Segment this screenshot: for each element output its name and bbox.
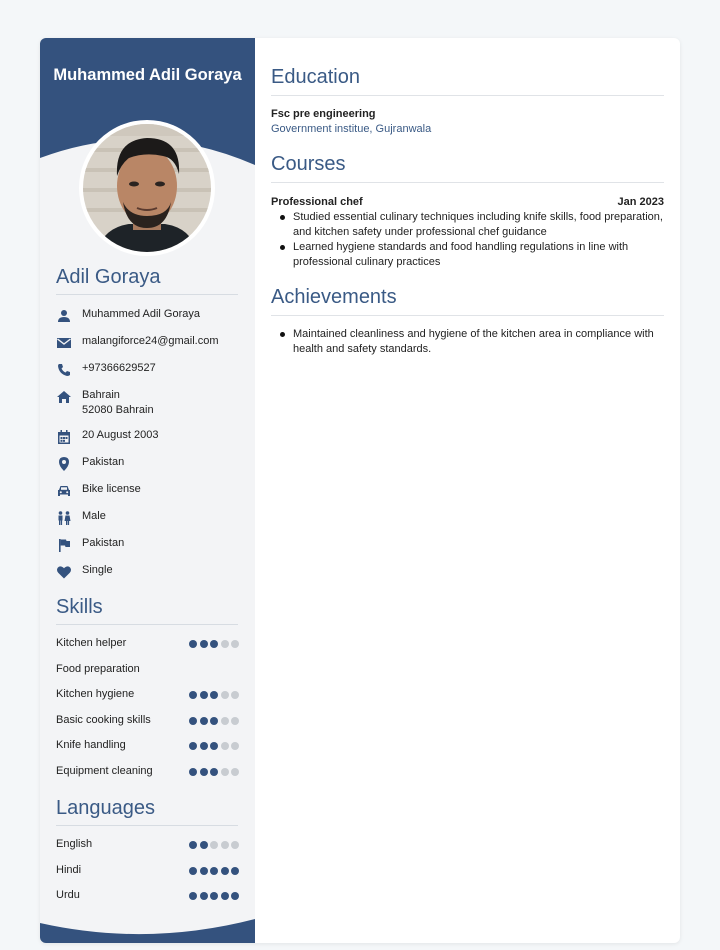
skill-label: Hindi	[56, 863, 82, 876]
skills-heading: Skills	[56, 596, 238, 625]
skill-label: Basic cooking skills	[56, 713, 151, 726]
rating-dot-empty	[221, 640, 229, 648]
skill-row	[56, 687, 239, 703]
footer-band	[40, 913, 255, 943]
language-row	[56, 863, 239, 879]
language-row	[56, 837, 239, 853]
rating-dot-filled	[210, 867, 218, 875]
list-item: Learned hygiene standards and food handling regulations in line with professional culinary practices	[293, 240, 663, 270]
home-icon	[56, 389, 72, 405]
rating-dot-empty	[231, 841, 239, 849]
rating-dot-filled	[200, 768, 208, 776]
name-heading: Adil Goraya	[56, 266, 238, 295]
rating-dot-filled	[210, 892, 218, 900]
rating-dot-empty	[231, 640, 239, 648]
person-icon	[56, 308, 72, 324]
achievement-bullets	[271, 327, 663, 357]
education-school: Government institue, Gujranwala	[271, 123, 432, 135]
info-text: Male	[82, 510, 106, 522]
rating-dot-empty	[221, 768, 229, 776]
rating-dot-filled	[221, 867, 229, 875]
courses-heading: Courses	[271, 153, 664, 183]
info-text: Pakistan	[82, 537, 125, 549]
skill-row	[56, 662, 239, 678]
rating-dot-filled	[231, 892, 239, 900]
rating-dot-filled	[210, 742, 218, 750]
full-name: Muhammed Adil Goraya	[53, 66, 242, 84]
rating-dot-filled	[210, 717, 218, 725]
course-date: Jan 2023	[617, 196, 664, 208]
rating-dot-filled	[189, 841, 197, 849]
rating-dot-filled	[200, 867, 208, 875]
rating-dots	[187, 840, 240, 849]
rating-dots	[187, 716, 240, 725]
rating-dot-filled	[200, 717, 208, 725]
achievements-heading: Achievements	[271, 286, 664, 316]
car-icon	[56, 483, 72, 499]
skill-label: Kitchen helper	[56, 637, 127, 649]
skill-label: Equipment cleaning	[56, 765, 153, 777]
main-content	[271, 38, 664, 943]
rating-dot-filled	[189, 717, 197, 725]
rating-dot-empty	[221, 841, 229, 849]
info-text	[82, 388, 242, 418]
skill-label: English	[56, 838, 93, 850]
rating-dot-filled	[200, 742, 208, 750]
rating-dot-empty	[221, 742, 229, 750]
info-text: 20 August 2003	[82, 429, 159, 441]
gender-icon	[56, 510, 72, 526]
address-line-2: 52080 Bahrain	[82, 404, 154, 416]
rating-dot-filled	[200, 691, 208, 699]
rating-dot-filled	[210, 768, 218, 776]
rating-dots	[187, 639, 240, 648]
rating-dot-filled	[200, 892, 208, 900]
rating-dot-empty	[221, 717, 229, 725]
rating-dot-filled	[200, 841, 208, 849]
rating-dots	[187, 741, 240, 750]
skill-label: Kitchen hygiene	[56, 688, 135, 701]
info-text: Bike license	[82, 483, 141, 495]
rating-dot-empty	[231, 742, 239, 750]
list-item: Maintained cleanliness and hygiene of the kitchen area in compliance with health and safety standards.	[293, 327, 663, 357]
info-text: malangiforce24@gmail.com	[82, 335, 219, 347]
rating-dot-empty	[231, 691, 239, 699]
list-item: Studied essential culinary techniques including knife skills, food preparation, and kitchen safety under professional chef guidance	[293, 211, 663, 238]
skill-row	[56, 713, 239, 729]
rating-dot-empty	[231, 717, 239, 725]
phone-icon	[56, 362, 72, 378]
flag-icon	[56, 537, 72, 553]
sidebar	[40, 38, 255, 943]
rating-dot-empty	[210, 841, 218, 849]
skill-label: Knife handling	[56, 739, 126, 752]
skill-label: Food preparation	[56, 662, 140, 675]
rating-dots	[187, 866, 240, 875]
info-text: Pakistan	[82, 456, 125, 468]
resume-page	[40, 38, 680, 943]
skill-row	[56, 764, 239, 780]
rating-dots	[187, 767, 240, 776]
language-row	[56, 888, 239, 904]
location-pin-icon	[56, 456, 72, 472]
rating-dot-filled	[221, 892, 229, 900]
rating-dots	[187, 891, 240, 900]
info-text: +97366629527	[82, 362, 156, 374]
rating-dot-filled	[189, 691, 197, 699]
rating-dot-filled	[189, 892, 197, 900]
rating-dot-filled	[189, 768, 197, 776]
rating-dots	[187, 690, 240, 699]
skill-row	[56, 738, 239, 754]
heart-icon	[56, 564, 72, 580]
skill-label: Urdu	[56, 889, 80, 901]
address-line-1: Bahrain	[82, 389, 120, 401]
profile-photo	[79, 120, 215, 256]
rating-dot-empty	[231, 768, 239, 776]
rating-dot-filled	[231, 867, 239, 875]
rating-dot-filled	[200, 640, 208, 648]
course-title: Professional chef	[271, 196, 363, 208]
skill-row	[56, 636, 239, 652]
rating-dot-filled	[189, 640, 197, 648]
email-icon	[56, 335, 72, 351]
rating-dot-filled	[210, 640, 218, 648]
education-heading: Education	[271, 66, 664, 96]
education-degree: Fsc pre engineering	[271, 108, 376, 120]
course-bullets	[271, 210, 663, 270]
rating-dot-filled	[189, 742, 197, 750]
rating-dot-filled	[189, 867, 197, 875]
calendar-icon	[56, 429, 72, 445]
rating-dot-filled	[210, 691, 218, 699]
languages-heading: Languages	[56, 797, 238, 826]
info-text: Muhammed Adil Goraya	[82, 308, 200, 320]
info-text: Single	[82, 564, 113, 576]
rating-dot-empty	[221, 691, 229, 699]
